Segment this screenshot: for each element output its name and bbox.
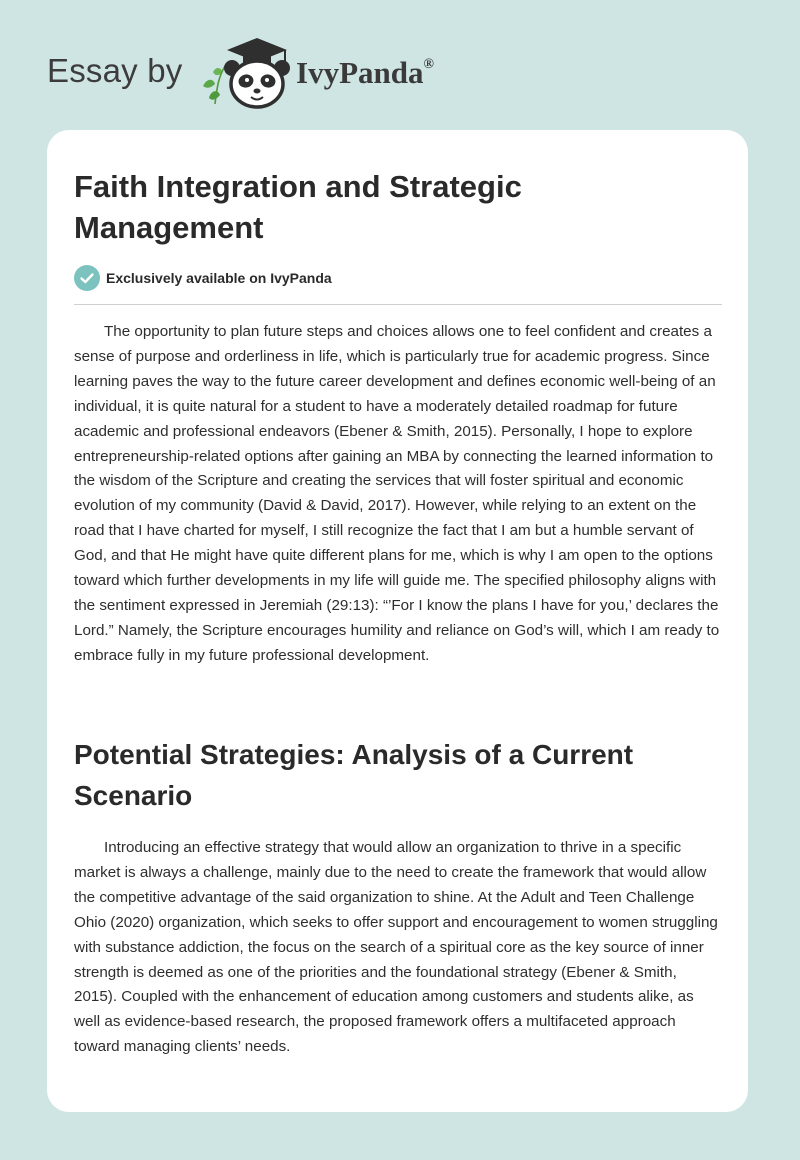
essay-card: [47, 130, 748, 1112]
brand-name[interactable]: [296, 55, 434, 91]
check-circle-icon: [74, 265, 100, 291]
registered-mark: ®: [423, 56, 434, 72]
brand-label: IvyPanda: [296, 55, 424, 90]
site-header: [0, 0, 800, 130]
paragraph-1: The opportunity to plan future steps and choices allows one to feel confident and creates a sense of purpose and orderliness in life, which is particularly true for academic progress. Since learning paves the way to the future career development and defines economic well-being of an individual, it is quite natural for a student to have a moderately detailed roadmap for future academic and professional endeavors (Ebener & Smith, 2015). Personally, I hope to explore entrepreneurship-related options after gaining an MBA by connecting the learned information to the wisdom of the Scripture and creating the services that will foster spiritual and economic evolution of my community (David & David, 2017). However, while relying to an extent on the road that I have charted for myself, I still recognize the fact that I am but a humble servant of God, and that He might have quite different plans for me, which is why I am open to the options toward which further developments in my life will guide me. The specified philosophy aligns with the sentiment expressed in Jeremiah (29:13): “’For I know the plans I have for you,’ declares the Lord.” Namely, the Scripture encourages humility and reliance on God’s will, which I am ready to embrace fully in my future professional development.: [74, 323, 720, 664]
essay-by-label: Essay by: [47, 52, 183, 89]
checkmark-icon: [74, 265, 100, 291]
panda-graduate-icon: [201, 36, 293, 110]
title-divider: [74, 304, 722, 305]
section-heading: Potential Strategies: Analysis of a Current Scenario: [74, 739, 634, 811]
exclusive-label: Exclusively available on IvyPanda: [106, 270, 332, 286]
essay-title: Faith Integration and Strategic Management: [74, 169, 522, 245]
paragraph-2: Introducing an effective strategy that would allow an organization to thrive in a specific market is always a challenge, mainly due to the need to create the framework that would allow the competitive advantage of the said organization to shine. At the Adult and Teen Challenge Ohio (2020) organization, which seeks to offer support and encouragement to women struggling with substance addiction, the focus on the search of a spiritual core as the key source of inner strength is deemed as one of the priorities and the foundational strategy (Ebener & Smith, 2015). Coupled with the enhancement of education among customers and students alike, as well as evidence-based research, the proposed framework offers a multifaceted approach toward managing clients’ needs.: [74, 839, 718, 1056]
